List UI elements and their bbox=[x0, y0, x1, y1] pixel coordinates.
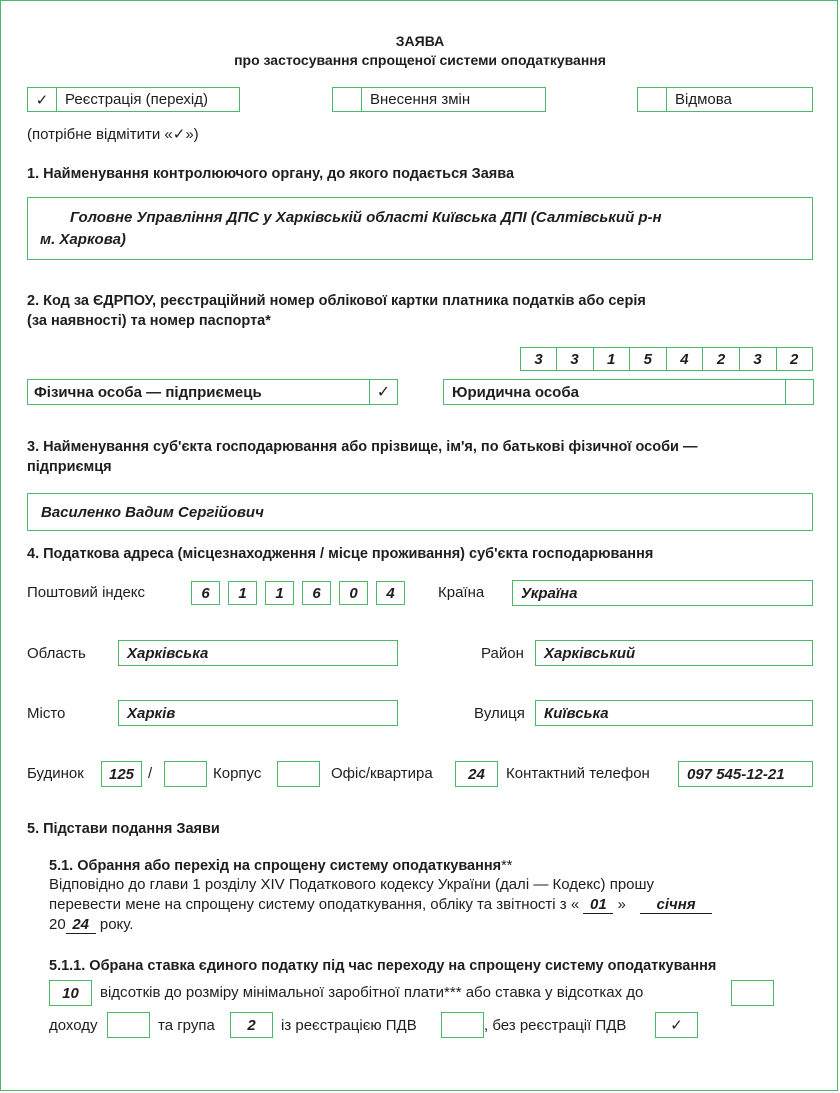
section-3-heading-line-1: 3. Найменування суб'єкта господарювання або прізвище, ім'я, по батькові фізичної особи — bbox=[27, 439, 698, 455]
rate-value: 10 bbox=[62, 984, 79, 1002]
section-5-1-footnote-mark: ** bbox=[501, 858, 513, 874]
postal-digit[interactable]: 1 bbox=[228, 581, 257, 605]
start-day[interactable]: 01 bbox=[583, 896, 613, 914]
phone-label: Контактний телефон bbox=[506, 765, 650, 782]
street-field[interactable] bbox=[535, 700, 813, 726]
office-label: Офіс/квартира bbox=[331, 765, 433, 782]
legal-entity-option[interactable] bbox=[443, 379, 814, 405]
group-value: 2 bbox=[247, 1016, 256, 1034]
section-5-1-title: 5.1. Обрання або перехід на спрощену систему оподаткування bbox=[49, 858, 502, 874]
city-value: Харків bbox=[127, 704, 176, 722]
vat-checkbox[interactable] bbox=[441, 1012, 484, 1038]
postal-digit[interactable]: 0 bbox=[339, 581, 368, 605]
office-field[interactable] bbox=[455, 761, 498, 787]
section-5-1-text-line-2 bbox=[49, 896, 712, 914]
section-5-1-heading bbox=[49, 856, 512, 876]
city-label: Місто bbox=[27, 705, 66, 722]
city-field[interactable] bbox=[118, 700, 398, 726]
code-digit[interactable]: 1 bbox=[593, 347, 630, 371]
registration-label: Реєстрація (перехід) bbox=[65, 91, 209, 108]
registration-checkbox[interactable]: ✓ bbox=[28, 88, 57, 111]
income-field[interactable] bbox=[107, 1012, 150, 1038]
authority-line-1: Головне Управління ДПС у Харківській області Київська ДПІ (Салтівський р-н bbox=[70, 209, 662, 226]
entity-name-value: Василенко Вадим Сергійович bbox=[41, 503, 264, 521]
individual-entrepreneur-option[interactable] bbox=[27, 379, 398, 405]
year-suffix: року. bbox=[99, 916, 134, 933]
authority-field[interactable] bbox=[27, 197, 813, 260]
house-label: Будинок bbox=[27, 765, 84, 782]
changes-label: Внесення змін bbox=[370, 91, 471, 108]
country-value: Україна bbox=[521, 584, 578, 602]
start-month[interactable]: січня bbox=[640, 896, 712, 914]
postal-digit[interactable]: 1 bbox=[265, 581, 294, 605]
check-note: (потрібне відмітити «✓») bbox=[27, 126, 199, 143]
individual-entrepreneur-checkbox[interactable]: ✓ bbox=[369, 380, 397, 404]
group-label: та група bbox=[158, 1017, 215, 1034]
form-subtitle: про застосування спрощеної системи оподаткування bbox=[234, 52, 606, 68]
house-field[interactable] bbox=[101, 761, 142, 787]
district-label: Район bbox=[481, 645, 524, 662]
country-label: Країна bbox=[438, 584, 485, 601]
code-digit[interactable]: 3 bbox=[520, 347, 557, 371]
changes-checkbox[interactable] bbox=[333, 88, 362, 111]
section-4-heading: 4. Податкова адреса (місцезнаходження / місце проживання) суб'єкта господарювання bbox=[27, 546, 654, 562]
section-5-heading: 5. Підстави подання Заяви bbox=[27, 821, 220, 837]
no-vat-label: , без реєстрації ПДВ bbox=[484, 1017, 627, 1034]
house-extra-field[interactable] bbox=[164, 761, 207, 787]
region-value: Харківська bbox=[127, 644, 209, 662]
group-field[interactable] bbox=[230, 1012, 273, 1038]
section-5-1-text-line-3 bbox=[49, 916, 133, 934]
house-value: 125 bbox=[108, 765, 135, 783]
legal-entity-checkbox[interactable] bbox=[785, 380, 813, 404]
income-label: доходу bbox=[49, 1017, 98, 1034]
phone-value: 097 545-12-21 bbox=[687, 765, 785, 783]
street-value: Київська bbox=[544, 704, 609, 722]
option-refusal[interactable] bbox=[637, 87, 813, 112]
building-label: Корпус bbox=[213, 765, 262, 782]
section-2-heading-line-1: 2. Код за ЄДРПОУ, реєстраційний номер облікової картки платника податків або серія bbox=[27, 293, 646, 309]
postal-digit[interactable]: 4 bbox=[376, 581, 405, 605]
building-field[interactable] bbox=[277, 761, 320, 787]
entity-name-field[interactable] bbox=[27, 493, 813, 531]
code-digit[interactable]: 2 bbox=[703, 347, 740, 371]
vat-label: із реєстрацією ПДВ bbox=[281, 1017, 417, 1034]
office-value: 24 bbox=[468, 765, 485, 783]
form-title: ЗАЯВА bbox=[395, 33, 445, 49]
street-label: Вулиця bbox=[474, 705, 525, 722]
section-5-1-text-line-2-start: перевести мене на спрощену систему оподаткування, обліку та звітності з « bbox=[49, 896, 580, 913]
option-changes[interactable] bbox=[332, 87, 546, 112]
rate-field[interactable] bbox=[49, 980, 92, 1006]
code-digit[interactable]: 2 bbox=[776, 347, 813, 371]
code-digit[interactable]: 3 bbox=[557, 347, 594, 371]
individual-entrepreneur-label: Фізична особа — підприємець bbox=[34, 383, 262, 401]
refusal-checkbox[interactable] bbox=[638, 88, 667, 111]
code-digit[interactable]: 3 bbox=[740, 347, 777, 371]
no-vat-mark: ✓ bbox=[670, 1017, 683, 1034]
no-vat-checkbox[interactable] bbox=[655, 1012, 698, 1038]
district-field[interactable] bbox=[535, 640, 813, 666]
start-year[interactable]: 24 bbox=[66, 916, 96, 934]
authority-line-2: м. Харкова) bbox=[40, 231, 126, 248]
code-digit[interactable]: 5 bbox=[630, 347, 667, 371]
section-3-heading-line-2: підприємця bbox=[27, 459, 112, 475]
phone-field[interactable] bbox=[678, 761, 813, 787]
rate-text: відсотків до розміру мінімальної заробітної плати*** або ставка у відсотках до bbox=[100, 984, 644, 1001]
section-5-1-text-line-1: Відповідно до глави 1 розділу XIV Податкового кодексу України (далі — Кодекс) прошу bbox=[49, 876, 655, 893]
year-prefix: 20 bbox=[49, 916, 66, 933]
option-registration[interactable] bbox=[27, 87, 240, 112]
legal-entity-label: Юридична особа bbox=[452, 383, 579, 401]
region-label: Область bbox=[27, 645, 86, 662]
house-slash: / bbox=[148, 765, 153, 782]
section-1-heading: 1. Найменування контролюючого органу, до якого подається Заява bbox=[27, 166, 515, 182]
region-field[interactable] bbox=[118, 640, 398, 666]
section-5-1-1-heading: 5.1.1. Обрана ставка єдиного податку під час переходу на спрощену систему оподаткування bbox=[49, 958, 717, 974]
income-rate-field[interactable] bbox=[731, 980, 774, 1006]
refusal-label: Відмова bbox=[675, 91, 732, 108]
country-field[interactable] bbox=[512, 580, 813, 606]
postal-code-label: Поштовий індекс bbox=[27, 584, 146, 601]
district-value: Харківський bbox=[544, 644, 636, 662]
postal-digit[interactable]: 6 bbox=[302, 581, 331, 605]
quote-close: » bbox=[617, 896, 626, 913]
code-digit[interactable]: 4 bbox=[666, 347, 703, 371]
postal-digit[interactable]: 6 bbox=[191, 581, 220, 605]
section-2-heading-line-2: (за наявності) та номер паспорта* bbox=[27, 313, 271, 329]
